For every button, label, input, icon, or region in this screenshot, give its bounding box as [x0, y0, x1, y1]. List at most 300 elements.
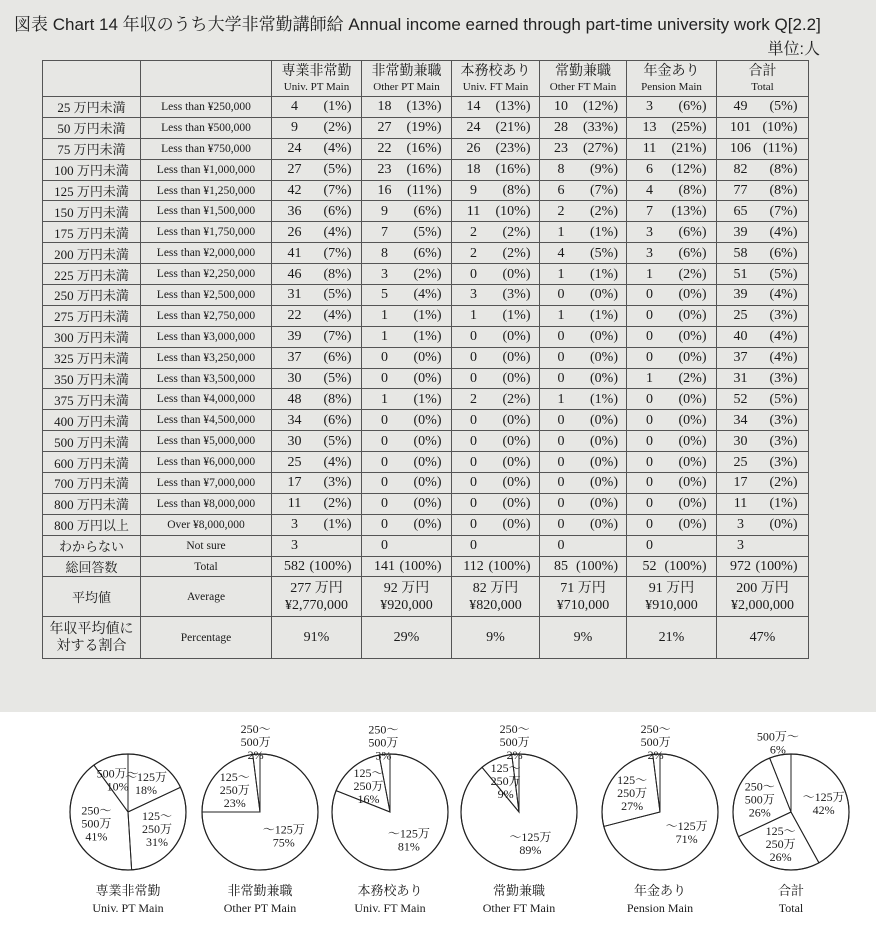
ratio-value: 21% [658, 629, 685, 645]
pie-slice-label: 23% [223, 795, 246, 810]
pie-slice-label: 250〜 [81, 803, 112, 818]
total-cell [540, 556, 627, 577]
cell-percent: (1%) [323, 99, 352, 115]
data-cell [272, 535, 362, 556]
row-label-jp [43, 97, 141, 118]
data-cell [362, 117, 452, 138]
pie-slice-label: 250万 [219, 782, 250, 797]
data-cell [452, 180, 540, 201]
cell-percent: (1%) [590, 308, 618, 324]
row-label-en-text: Less than ¥1,750,000 [156, 226, 256, 239]
row-label-jp [43, 243, 141, 264]
table-row [43, 431, 809, 452]
data-cell [362, 97, 452, 118]
cell-count: 0 [470, 475, 477, 491]
table-row [43, 243, 809, 264]
cell-count: 22 [287, 308, 302, 324]
data-cell [540, 347, 627, 368]
row-label-en [141, 264, 272, 285]
cell-count: 37 [287, 350, 302, 366]
pie-slice-label: 500万 [640, 735, 671, 750]
cell-percent: (2%) [769, 475, 798, 491]
cell-percent: (0%) [769, 517, 798, 533]
table-row [43, 493, 809, 514]
cell-count: 0 [470, 329, 477, 345]
pie-slice-label: 89% [519, 843, 542, 858]
pie-chart [202, 722, 318, 915]
cell-count: 0 [470, 538, 477, 554]
cell-percent: (0%) [502, 266, 531, 282]
row-label-en-text: Less than ¥500,000 [161, 121, 251, 134]
pie-caption-en: Other PT Main [223, 901, 297, 915]
cell-percent: (8%) [502, 183, 531, 198]
cell-count: 0 [646, 475, 653, 491]
row-label-en-text: Less than ¥3,250,000 [156, 351, 256, 364]
pie-slice-label: 500万 [240, 735, 271, 750]
cell-percent: (4%) [323, 308, 352, 324]
cell-percent: (100%) [488, 559, 531, 575]
data-cell [627, 180, 717, 201]
data-cell [272, 201, 362, 222]
cell-count: 0 [381, 433, 388, 449]
cell-count: 23 [554, 141, 568, 157]
table-row [43, 389, 809, 410]
cell-count: 0 [646, 308, 653, 324]
row-label-en-text: Total [194, 560, 218, 573]
cell-count: 9 [470, 183, 477, 198]
cell-percent: (7%) [590, 183, 618, 198]
row-label-en-text: Less than ¥5,000,000 [156, 435, 256, 448]
cell-count: 0 [557, 350, 565, 366]
cell-percent: (13%) [671, 203, 707, 219]
cell-percent: (4%) [769, 287, 798, 303]
cell-percent: (1%) [413, 391, 442, 407]
cell-percent: (2%) [590, 203, 618, 219]
pie-slice-label: 18% [135, 783, 158, 798]
cell-percent: (1%) [769, 496, 798, 512]
row-label-jp-line1: 年収平均値に [49, 621, 134, 637]
pie-slice-label: 81% [397, 839, 420, 854]
pie-chart [332, 722, 448, 915]
cell-count: 51 [733, 266, 748, 282]
cell-count: 106 [730, 141, 751, 157]
column-header: 年金あり Pension Main [627, 61, 717, 97]
row-label-en-text: Over ¥8,000,000 [167, 518, 245, 531]
cell-count: 28 [554, 120, 568, 136]
pie-slice-label: 500万 [81, 816, 112, 831]
cell-percent: (7%) [323, 183, 352, 198]
cell-count: 2 [470, 391, 477, 407]
row-label-jp [43, 514, 141, 535]
data-cell [272, 368, 362, 389]
data-cell [362, 243, 452, 264]
row-label-en [141, 97, 272, 118]
pie-slice-label: 250万 [141, 822, 172, 837]
cell-count: 2 [470, 224, 477, 240]
cell-count: 39 [733, 224, 748, 240]
data-cell [627, 326, 717, 347]
row-label-jp [43, 493, 141, 514]
data-cell [452, 452, 540, 473]
cell-percent: (0%) [590, 475, 618, 491]
cell-percent: (0%) [678, 308, 707, 324]
cell-count: 52 [642, 559, 657, 575]
pie-slice-label: 250万 [617, 786, 648, 801]
row-label-jp-text: 150 万円未満 [54, 204, 129, 220]
corner-cell [141, 61, 272, 97]
cell-count: 0 [557, 433, 565, 449]
cell-percent: (8%) [769, 162, 798, 178]
table-row [43, 305, 809, 326]
cell-percent: (0%) [590, 454, 618, 470]
cell-count: 48 [287, 391, 302, 407]
ratio-row [43, 617, 809, 659]
data-cell [272, 264, 362, 285]
row-label-en [141, 285, 272, 306]
cell-percent: (4%) [323, 141, 352, 157]
data-cell [717, 473, 809, 494]
column-header: 本務校あり Univ. FT Main [452, 61, 540, 97]
pie-slice-label: 6% [769, 742, 786, 757]
cell-count: 18 [377, 99, 392, 115]
pie-chart [733, 730, 849, 915]
data-cell [540, 368, 627, 389]
cell-count: 30 [287, 433, 302, 449]
data-cell [627, 473, 717, 494]
cell-percent: (21%) [495, 120, 531, 136]
pie-slice-label: 250万 [765, 836, 796, 851]
pie-slice-label: 500万〜 [756, 729, 799, 744]
pie-slice-label: 500万 [368, 735, 399, 750]
cell-count: 52 [733, 391, 748, 407]
table-row [43, 201, 809, 222]
pie-slice-label: 2% [647, 748, 664, 763]
pie-slice-label: 250〜 [744, 779, 775, 794]
total-row [43, 556, 809, 577]
cell-count: 0 [381, 371, 388, 387]
data-cell [452, 222, 540, 243]
ratio-cell [452, 617, 540, 659]
pie-slice-label: 9% [497, 787, 514, 802]
cell-count: 3 [646, 224, 653, 240]
cell-percent: (0%) [590, 412, 618, 428]
data-cell [717, 535, 809, 556]
row-label-jp [43, 159, 141, 180]
pie-slice-label: 〜125万 [125, 770, 168, 785]
average-man-yen: 200 万円 [736, 580, 789, 596]
cell-count: 7 [646, 203, 653, 219]
row-label-jp [43, 201, 141, 222]
cell-count: 40 [733, 329, 748, 345]
cell-count: 36 [287, 203, 302, 219]
cell-percent: (6%) [323, 203, 352, 219]
pie-slice-label: 71% [675, 832, 698, 847]
cell-percent: (3%) [769, 371, 798, 387]
data-cell [540, 410, 627, 431]
cell-percent: (1%) [413, 329, 442, 345]
ratio-value: 29% [393, 629, 420, 645]
pie-slice-label: 〜125万 [387, 826, 430, 841]
pie-chart [461, 722, 577, 915]
cell-count: 0 [381, 412, 388, 428]
cell-count: 25 [287, 454, 302, 470]
cell-percent: (0%) [678, 454, 707, 470]
cell-count: 101 [730, 120, 751, 136]
pie-slice-label: 75% [272, 835, 295, 850]
cell-count: 0 [381, 517, 388, 533]
data-cell [540, 97, 627, 118]
data-cell [717, 222, 809, 243]
row-label-jp [43, 326, 141, 347]
data-cell [540, 452, 627, 473]
cell-percent: (10%) [495, 203, 531, 219]
cell-percent: (5%) [323, 162, 352, 178]
cell-percent: (16%) [495, 162, 531, 178]
pie-slice-label: 〜125万 [665, 819, 708, 834]
cell-percent: (0%) [678, 475, 707, 491]
cell-percent: (1%) [413, 308, 442, 324]
cell-count: 0 [470, 433, 477, 449]
cell-count: 1 [381, 391, 388, 407]
cell-percent: (0%) [413, 496, 442, 512]
row-label-en [141, 514, 272, 535]
data-cell [452, 159, 540, 180]
data-cell [717, 117, 809, 138]
row-label-en [141, 222, 272, 243]
cell-count: 10 [554, 99, 568, 115]
data-cell [452, 410, 540, 431]
cell-percent: (0%) [590, 517, 618, 533]
cell-percent: (25%) [671, 120, 707, 136]
data-cell [717, 97, 809, 118]
row-label-jp [43, 617, 141, 659]
row-label-jp-text: 800 万円以上 [54, 518, 129, 534]
pie-charts-panel [0, 712, 876, 947]
data-cell [717, 305, 809, 326]
data-cell [717, 264, 809, 285]
ratio-cell [717, 617, 809, 659]
cell-percent: (100%) [576, 559, 618, 575]
data-cell [452, 243, 540, 264]
data-cell [452, 97, 540, 118]
pie-slice-label: 2% [247, 748, 264, 763]
cell-count: 0 [381, 350, 388, 366]
cell-percent: (5%) [323, 371, 352, 387]
total-cell [452, 556, 540, 577]
row-label-en [141, 410, 272, 431]
cell-percent: (2%) [502, 391, 531, 407]
cell-count: 58 [733, 245, 748, 261]
cell-count: 4 [646, 183, 653, 198]
cell-count: 24 [466, 120, 481, 136]
data-cell [540, 159, 627, 180]
row-label-en [141, 117, 272, 138]
data-cell [272, 117, 362, 138]
cell-count: 65 [733, 203, 748, 219]
data-cell [452, 368, 540, 389]
cell-count: 24 [287, 141, 302, 157]
table-row [43, 180, 809, 201]
cell-count: 31 [733, 371, 748, 387]
pie-slice-label: 2% [506, 748, 523, 763]
cell-count: 0 [646, 350, 653, 366]
pie-slice-label: 250〜 [240, 722, 271, 737]
cell-count: 0 [646, 391, 653, 407]
cell-percent: (3%) [502, 287, 531, 303]
average-cell [272, 577, 362, 617]
cell-percent: (3%) [769, 454, 798, 470]
cell-percent: (0%) [413, 475, 442, 491]
data-cell [540, 514, 627, 535]
total-cell [362, 556, 452, 577]
row-label-en-text: Less than ¥4,500,000 [156, 414, 256, 427]
data-cell [362, 180, 452, 201]
average-yen: ¥910,000 [645, 597, 698, 613]
row-label-jp-text: 250 万円未満 [54, 288, 129, 304]
cell-count: 0 [381, 496, 388, 512]
ratio-value: 47% [749, 629, 776, 645]
data-cell [362, 305, 452, 326]
data-cell [540, 535, 627, 556]
cell-percent: (8%) [323, 391, 352, 407]
row-label-en-text: Average [186, 590, 226, 603]
data-cell [272, 243, 362, 264]
cell-percent: (0%) [502, 371, 531, 387]
cell-count: 2 [470, 245, 477, 261]
cell-count: 0 [381, 538, 388, 554]
row-label-en-text: Percentage [180, 631, 232, 644]
cell-percent: (3%) [769, 308, 798, 324]
cell-count: 3 [291, 517, 298, 533]
cell-count: 0 [646, 287, 653, 303]
cell-percent: (0%) [590, 496, 618, 512]
cell-count: 0 [557, 371, 565, 387]
cell-count: 3 [646, 99, 653, 115]
ratio-cell [272, 617, 362, 659]
cell-count: 3 [646, 245, 653, 261]
data-cell [452, 201, 540, 222]
row-label-en-text: Less than ¥6,000,000 [156, 456, 256, 469]
row-label-en [141, 347, 272, 368]
row-label-jp [43, 452, 141, 473]
cell-count: 0 [470, 371, 477, 387]
cell-count: 0 [557, 454, 565, 470]
row-label-jp-text: 500 万円未満 [54, 434, 129, 450]
cell-count: 6 [646, 162, 653, 178]
cell-percent: (4%) [413, 287, 442, 303]
pie-caption-en: Pension Main [626, 901, 694, 915]
pie-slice-label: 31% [145, 835, 168, 850]
row-label-en-text: Less than ¥1,500,000 [156, 205, 256, 218]
cell-percent: (0%) [502, 517, 531, 533]
row-label-jp-text: 375 万円未満 [54, 392, 129, 408]
average-yen: ¥2,000,000 [731, 597, 794, 613]
data-cell [627, 452, 717, 473]
row-label-en [141, 180, 272, 201]
cell-count: 16 [377, 183, 392, 198]
cell-percent: (100%) [399, 559, 442, 575]
cell-percent: (6%) [678, 99, 707, 115]
data-cell [452, 305, 540, 326]
pie-slice-label: 〜125万 [802, 790, 845, 805]
cell-count: 0 [646, 517, 653, 533]
cell-count: 39 [287, 329, 302, 345]
row-label-en [141, 473, 272, 494]
row-label-en [141, 431, 272, 452]
table-row [43, 347, 809, 368]
row-label-jp [43, 285, 141, 306]
row-label-en [141, 159, 272, 180]
cell-percent: (11%) [763, 141, 798, 157]
row-label-jp [43, 138, 141, 159]
pie-slice-label: 125〜 [490, 761, 521, 776]
row-label-en-text: Less than ¥2,000,000 [156, 247, 256, 260]
cell-percent: (8%) [769, 183, 798, 198]
row-label-jp [43, 473, 141, 494]
row-label-en-text: Less than ¥1,250,000 [156, 184, 256, 197]
data-cell [717, 180, 809, 201]
cell-percent: (3%) [769, 412, 798, 428]
data-cell [717, 285, 809, 306]
pie-caption-jp: 年金あり [633, 883, 687, 898]
cell-percent: (5%) [323, 287, 352, 303]
cell-percent: (0%) [413, 517, 442, 533]
data-cell [627, 410, 717, 431]
pie-chart [70, 754, 186, 915]
cell-percent: (6%) [323, 350, 352, 366]
average-cell [452, 577, 540, 617]
cell-percent: (2%) [502, 245, 531, 261]
cell-percent: (33%) [583, 120, 618, 136]
data-cell [540, 264, 627, 285]
data-cell [627, 368, 717, 389]
cell-count: 17 [287, 475, 302, 491]
data-cell [362, 493, 452, 514]
cell-count: 25 [733, 308, 748, 324]
cell-count: 41 [287, 245, 302, 261]
pie-caption-jp: 本務校あり [357, 883, 423, 898]
data-cell [272, 347, 362, 368]
cell-count: 1 [646, 371, 653, 387]
cell-percent: (0%) [502, 329, 531, 345]
data-cell [272, 138, 362, 159]
cell-percent: (7%) [323, 329, 352, 345]
row-label-jp [43, 410, 141, 431]
row-label-en-text: Less than ¥4,000,000 [156, 393, 256, 406]
data-cell [540, 285, 627, 306]
row-label-en [141, 577, 272, 617]
cell-count: 3 [737, 538, 744, 554]
data-cell [627, 201, 717, 222]
data-cell [362, 514, 452, 535]
average-row [43, 577, 809, 617]
ratio-cell [540, 617, 627, 659]
row-label-en [141, 389, 272, 410]
pie-slice-label: 27% [621, 799, 644, 814]
cell-count: 6 [557, 183, 565, 198]
cell-percent: (11%) [407, 183, 442, 198]
table-row [43, 285, 809, 306]
cell-percent: (0%) [502, 475, 531, 491]
data-cell [362, 473, 452, 494]
cell-count: 0 [470, 454, 477, 470]
cell-count: 0 [557, 538, 565, 554]
data-cell [627, 222, 717, 243]
cell-count: 11 [466, 203, 481, 219]
cell-percent: (1%) [590, 224, 618, 240]
average-yen: ¥820,000 [469, 597, 522, 613]
cell-count: 82 [733, 162, 748, 178]
